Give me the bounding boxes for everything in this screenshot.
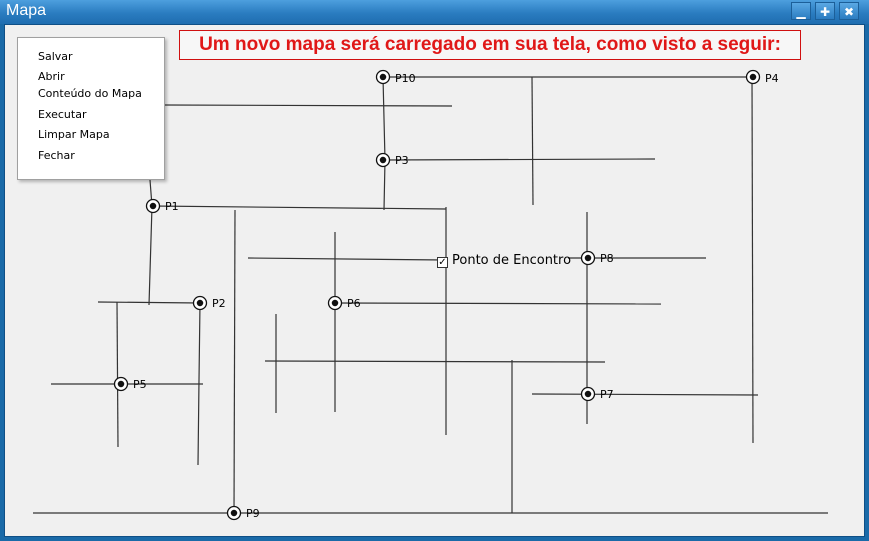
road [152, 206, 446, 209]
road [98, 302, 200, 303]
point-label-p4: P4 [765, 72, 779, 85]
point-label-p7: P7 [600, 388, 614, 401]
road [248, 258, 445, 260]
point-marker-p6[interactable] [329, 297, 342, 310]
road [532, 77, 533, 205]
point-marker-p1[interactable] [147, 200, 160, 213]
point-marker-p10[interactable] [377, 71, 390, 84]
point-marker-p9[interactable] [228, 507, 241, 520]
info-banner: Um novo mapa será carregado em sua tela, como visto a seguir: [179, 30, 801, 60]
context-menu [17, 37, 165, 180]
point-marker-p2[interactable] [194, 297, 207, 310]
window-title: Mapa [6, 2, 47, 19]
close-button[interactable]: ✖ [839, 2, 859, 20]
point-label-p10: P10 [395, 72, 416, 85]
road [752, 77, 753, 443]
menu-item-salvar[interactable]: Salvar [38, 50, 73, 63]
menu-item-limpar-mapa[interactable]: Limpar Mapa [38, 128, 110, 141]
road [234, 210, 235, 514]
point-marker-p4[interactable] [747, 71, 760, 84]
point-label-p8: P8 [600, 252, 614, 265]
point-label-p2: P2 [212, 297, 226, 310]
road [117, 302, 118, 447]
meeting-point[interactable] [437, 253, 571, 268]
minimize-button[interactable]: ▁ [791, 2, 811, 20]
point-marker-p5[interactable] [115, 378, 128, 391]
menu-item-executar[interactable]: Executar [38, 108, 87, 121]
point-label-p5: P5 [133, 378, 147, 391]
road [149, 180, 152, 305]
point-label-p1: P1 [165, 200, 179, 213]
point-label-p3: P3 [395, 154, 409, 167]
menu-item-conteudo-do-mapa[interactable]: Conteúdo do Mapa [38, 87, 142, 100]
road [335, 303, 661, 304]
maximize-button[interactable]: ✚ [815, 2, 835, 20]
road [532, 394, 758, 395]
road [383, 77, 385, 210]
menu-item-fechar[interactable]: Fechar [38, 149, 75, 162]
checkbox-icon[interactable]: ✓ [438, 257, 447, 268]
point-marker-p7[interactable] [582, 388, 595, 401]
point-marker-p3[interactable] [377, 154, 390, 167]
road [265, 361, 605, 362]
point-label-p9: P9 [246, 507, 260, 520]
road [165, 105, 452, 106]
meeting-point-label: Ponto de Encontro [452, 253, 572, 268]
road [383, 159, 655, 160]
menu-item-abrir[interactable]: Abrir [38, 70, 65, 83]
point-marker-p8[interactable] [582, 252, 595, 265]
point-label-p6: P6 [347, 297, 361, 310]
